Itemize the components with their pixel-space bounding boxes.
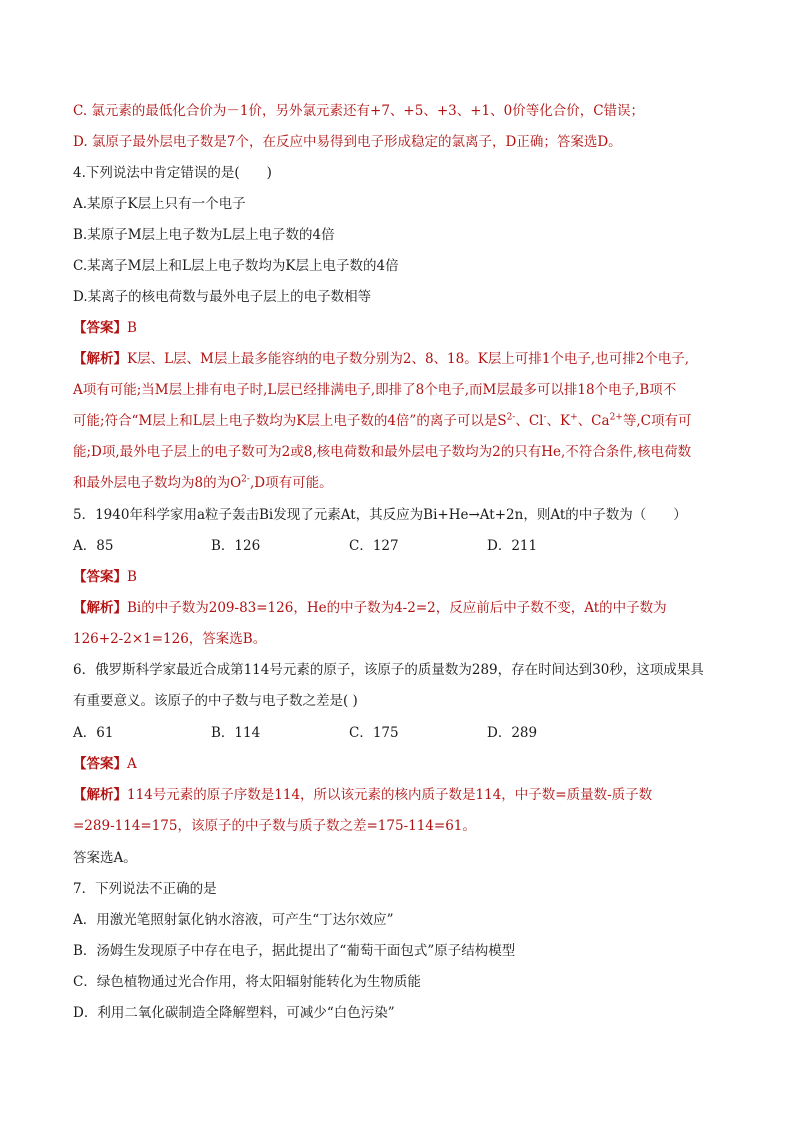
q6-explain-3: 答案选A。 — [73, 850, 137, 866]
q6-stem-1: 6．俄罗斯科学家最近合成第114号元素的原子，该原子的质量数为289，存在时间达到30秒，这项成果具 — [73, 662, 704, 678]
q7-option-c: C．绿色植物通过光合作用，将太阳辐射能转化为生物质能 — [73, 974, 421, 990]
answer-value: A — [127, 756, 137, 772]
q5-answer — [73, 568, 137, 586]
q6-answer — [73, 755, 137, 773]
q6-explain-1 — [73, 786, 652, 804]
q4-stem: 4.下列说法中肯定错误的是( ) — [73, 165, 272, 181]
q4-answer — [73, 319, 137, 337]
charge-superscript: 2+ — [609, 412, 623, 423]
explain-text: 和最外层电子数均为8的为O — [73, 475, 242, 491]
q7-stem: 7．下列说法不正确的是 — [73, 881, 217, 897]
q4-explain-1 — [73, 350, 689, 368]
explain-text: 、Cl — [515, 413, 544, 429]
explain-tag: 【解析】 — [73, 351, 127, 367]
answer-value: B — [127, 569, 137, 585]
explain-tag: 【解析】 — [73, 600, 127, 616]
q7-option-d: D．利用二氧化碳制造全降解塑料，可减少“白色污染” — [73, 1005, 395, 1021]
q5-option-b: B．126 — [211, 538, 261, 554]
explain-text: 、K — [546, 413, 571, 429]
q4-option-c: C.某离子M层上和L层上电子数均为K层上电子数的4倍 — [73, 258, 399, 274]
q6-option-a: A．61 — [73, 725, 114, 741]
q6-stem-2: 有重要意义。该原子的中子数与电子数之差是( ) — [73, 693, 358, 709]
charge-superscript: + — [570, 412, 578, 423]
q5-option-a: A．85 — [73, 538, 114, 554]
q4-option-d: D.某离子的核电荷数与最外电子层上的电子数相等 — [73, 289, 372, 305]
q6-option-c: C．175 — [349, 725, 399, 741]
explain-text: 114号元素的原子序数是114，所以该元素的核内质子数是114，中子数=质量数-质子数 — [127, 787, 653, 803]
charge-superscript: 2- — [506, 412, 516, 423]
q7-option-b: B．汤姆生发现原子中存在电子，据此提出了“葡萄干面包式”原子结构模型 — [73, 943, 516, 959]
q4-explain-2: A项有可能;当M层上排有电子时,L层已经排满电子,即排了8个电子,而M层最多可以排18个电子,B项不 — [73, 382, 677, 398]
q5-option-c: C．127 — [349, 538, 399, 554]
charge-superscript: 2- — [241, 474, 250, 485]
q7-option-a: A．用激光笔照射氯化钠水溶液，可产生“丁达尔效应” — [73, 912, 394, 928]
explain-text: Bi的中子数为209-83=126，He的中子数为4-2=2，反应前后中子数不变，At的中子数为 — [127, 600, 667, 616]
q4-explain-4: 能;D项,最外电子层上的电子数可为2或8,核电荷数和最外层电子数均为2的只有He,不符合条件,核电荷数 — [73, 444, 692, 460]
q4-explain-3 — [73, 412, 691, 430]
q5-explain-1 — [73, 599, 667, 617]
explain-text: K层、L层、M层上最多能容纳的电子数分别为2、8、18。K层上可排1个电子,也可排2个电子, — [127, 351, 690, 367]
answer-value: B — [127, 320, 137, 336]
explain-text: ,D项有可能。 — [249, 475, 333, 491]
q5-explain-2: 126+2-2×1=126，答案选B。 — [73, 631, 267, 647]
answer-tag: 【答案】 — [73, 756, 127, 772]
q4-explain-5 — [73, 474, 333, 492]
q3-explain-d: D. 氯原子最外层电子数是7个，在反应中易得到电子形成稳定的氯离子，D正确；答案选D。 — [73, 134, 622, 150]
charge-superscript: - — [543, 412, 547, 423]
q5-stem: 5．1940年科学家用a粒子轰击Bi发现了元素At，其反应为Bi+He→At+2n，则At的中子数为（ ） — [73, 507, 687, 523]
q4-option-a: A.某原子K层上只有一个电子 — [73, 196, 246, 212]
q6-option-b: B．114 — [211, 725, 261, 741]
q6-explain-2: =289-114=175，该原子的中子数与质子数之差=175-114=61。 — [73, 818, 476, 834]
q3-explain-c: C. 氯元素的最低化合价为－1价，另外氯元素还有+7、+5、+3、+1、0价等化合价，C错误； — [73, 103, 645, 119]
q4-option-b: B.某原子M层上电子数为L层上电子数的4倍 — [73, 227, 335, 243]
answer-tag: 【答案】 — [73, 569, 127, 585]
answer-tag: 【答案】 — [73, 320, 127, 336]
q6-option-d: D．289 — [487, 725, 538, 741]
q5-option-d: D．211 — [487, 538, 538, 554]
explain-text: 、Ca — [577, 413, 610, 429]
explain-text: 可能;符合“M层上和L层上电子数均为K层上电子数的4倍”的离子可以是S — [73, 413, 507, 429]
explain-tag: 【解析】 — [73, 787, 127, 803]
explain-text: 等,C项有可 — [622, 413, 692, 429]
